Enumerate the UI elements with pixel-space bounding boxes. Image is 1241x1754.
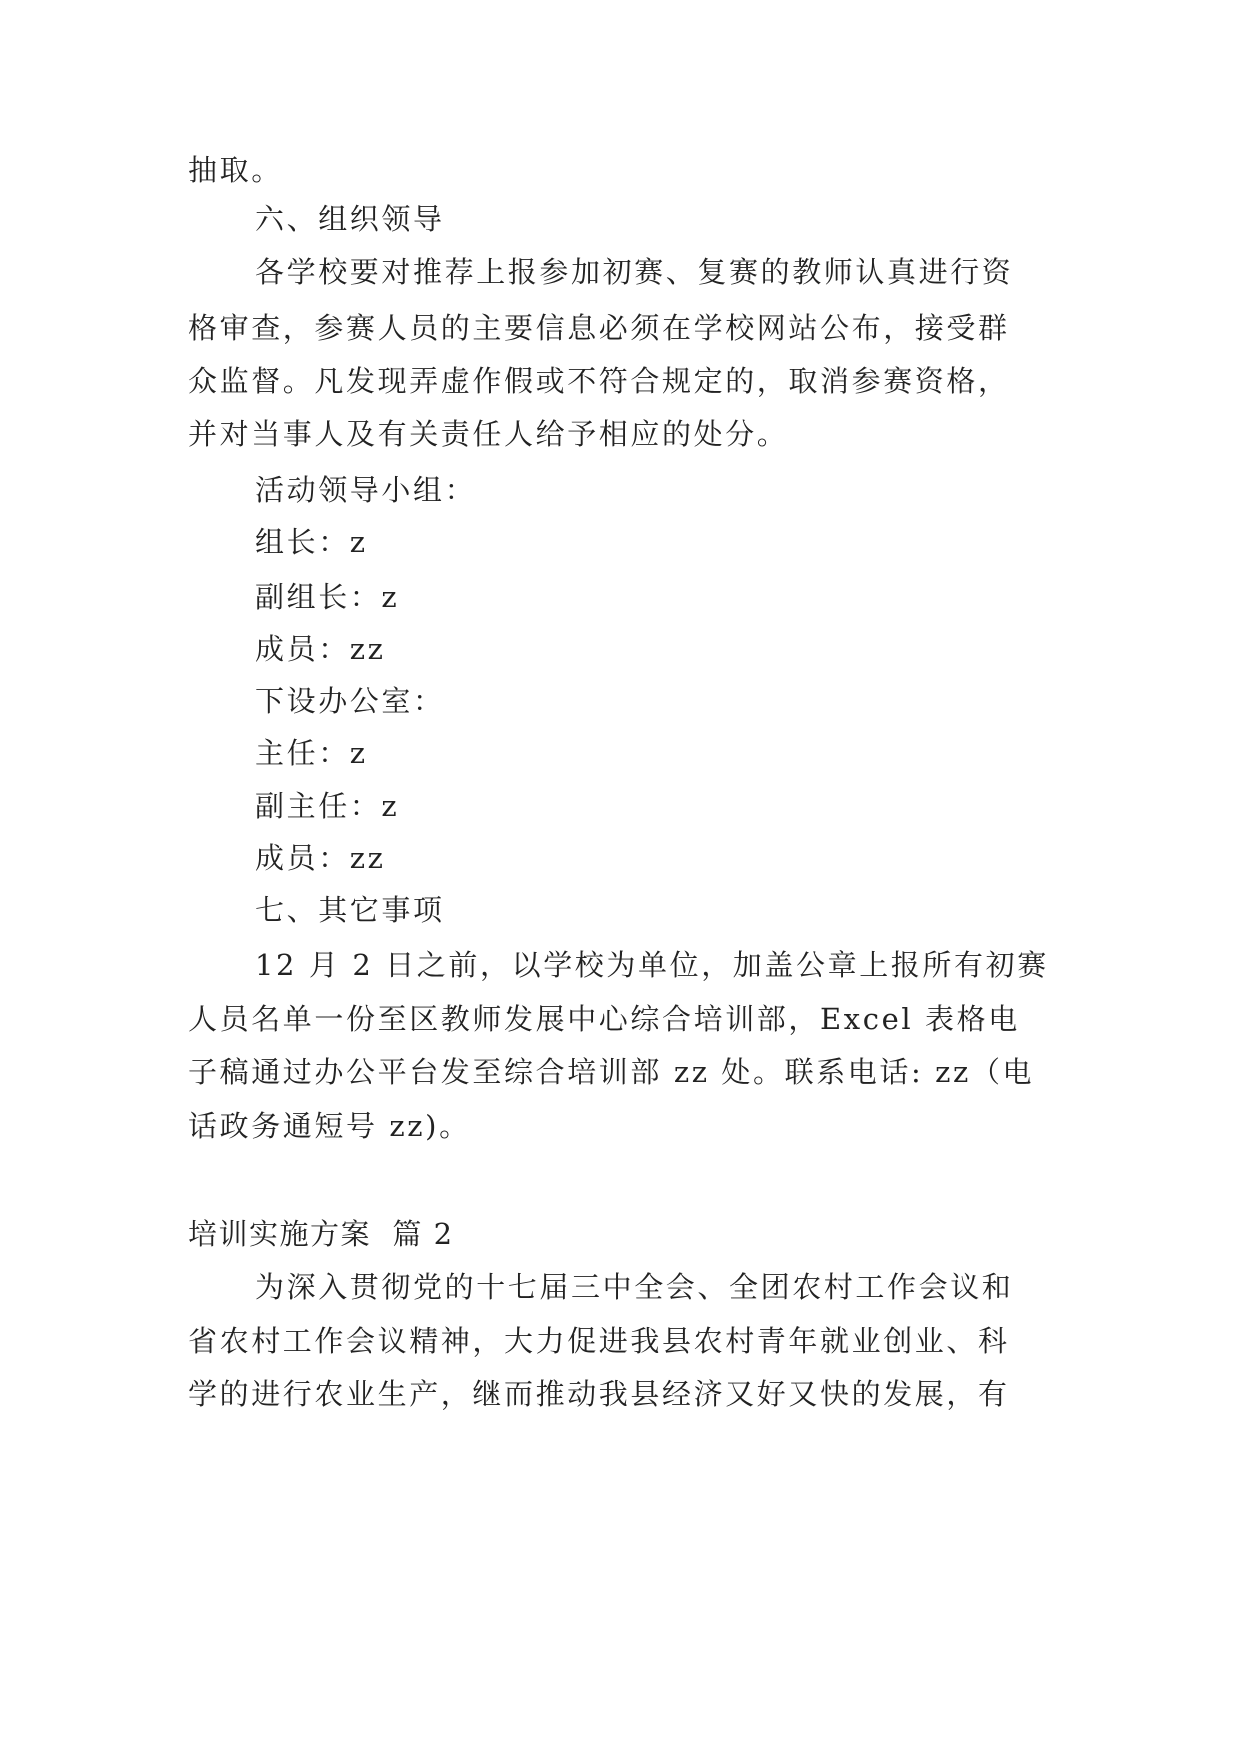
list-item: 组长：z xyxy=(255,525,368,559)
paragraph-line: 众监督。凡发现弄虚作假或不符合规定的，取消参赛资格， xyxy=(188,364,1010,398)
paragraph-line: 12 月 2 日之前，以学校为单位，加盖公章上报所有初赛 xyxy=(255,948,1049,982)
paragraph-line: 为深入贯彻党的十七届三中全会、全团农村工作会议和 xyxy=(255,1270,1014,1304)
list-heading: 活动领导小组： xyxy=(255,473,477,507)
paragraph-line: 各学校要对推荐上报参加初赛、复赛的教师认真进行资 xyxy=(255,255,1014,289)
paragraph-line: 话政务通短号 zz)。 xyxy=(188,1109,471,1143)
paragraph-line: 省农村工作会议精神，大力促进我县农村青年就业创业、科 xyxy=(188,1324,1010,1358)
article-title: 培训实施方案 篇 2 xyxy=(188,1217,454,1251)
paragraph-line: 学的进行农业生产，继而推动我县经济又好又快的发展，有 xyxy=(188,1377,1010,1411)
section-heading: 六、组织领导 xyxy=(255,202,445,236)
section-heading: 七、其它事项 xyxy=(255,893,445,927)
list-item: 成员：zz xyxy=(255,632,386,666)
paragraph-line: 子稿通过办公平台发至综合培训部 zz 处。联系电话: zz（电 xyxy=(188,1055,1035,1089)
list-item: 副组长：z xyxy=(255,580,400,614)
paragraph-line: 格审查，参赛人员的主要信息必须在学校网站公布，接受群 xyxy=(188,311,1010,345)
body-text-line: 抽取。 xyxy=(188,153,283,187)
list-item: 成员：zz xyxy=(255,841,386,875)
list-heading: 下设办公室： xyxy=(255,684,445,718)
list-item: 副主任：z xyxy=(255,789,400,823)
list-item: 主任：z xyxy=(255,736,368,770)
paragraph-line: 并对当事人及有关责任人给予相应的处分。 xyxy=(188,417,789,451)
paragraph-line: 人员名单一份至区教师发展中心综合培训部，Excel 表格电 xyxy=(188,1002,1020,1036)
